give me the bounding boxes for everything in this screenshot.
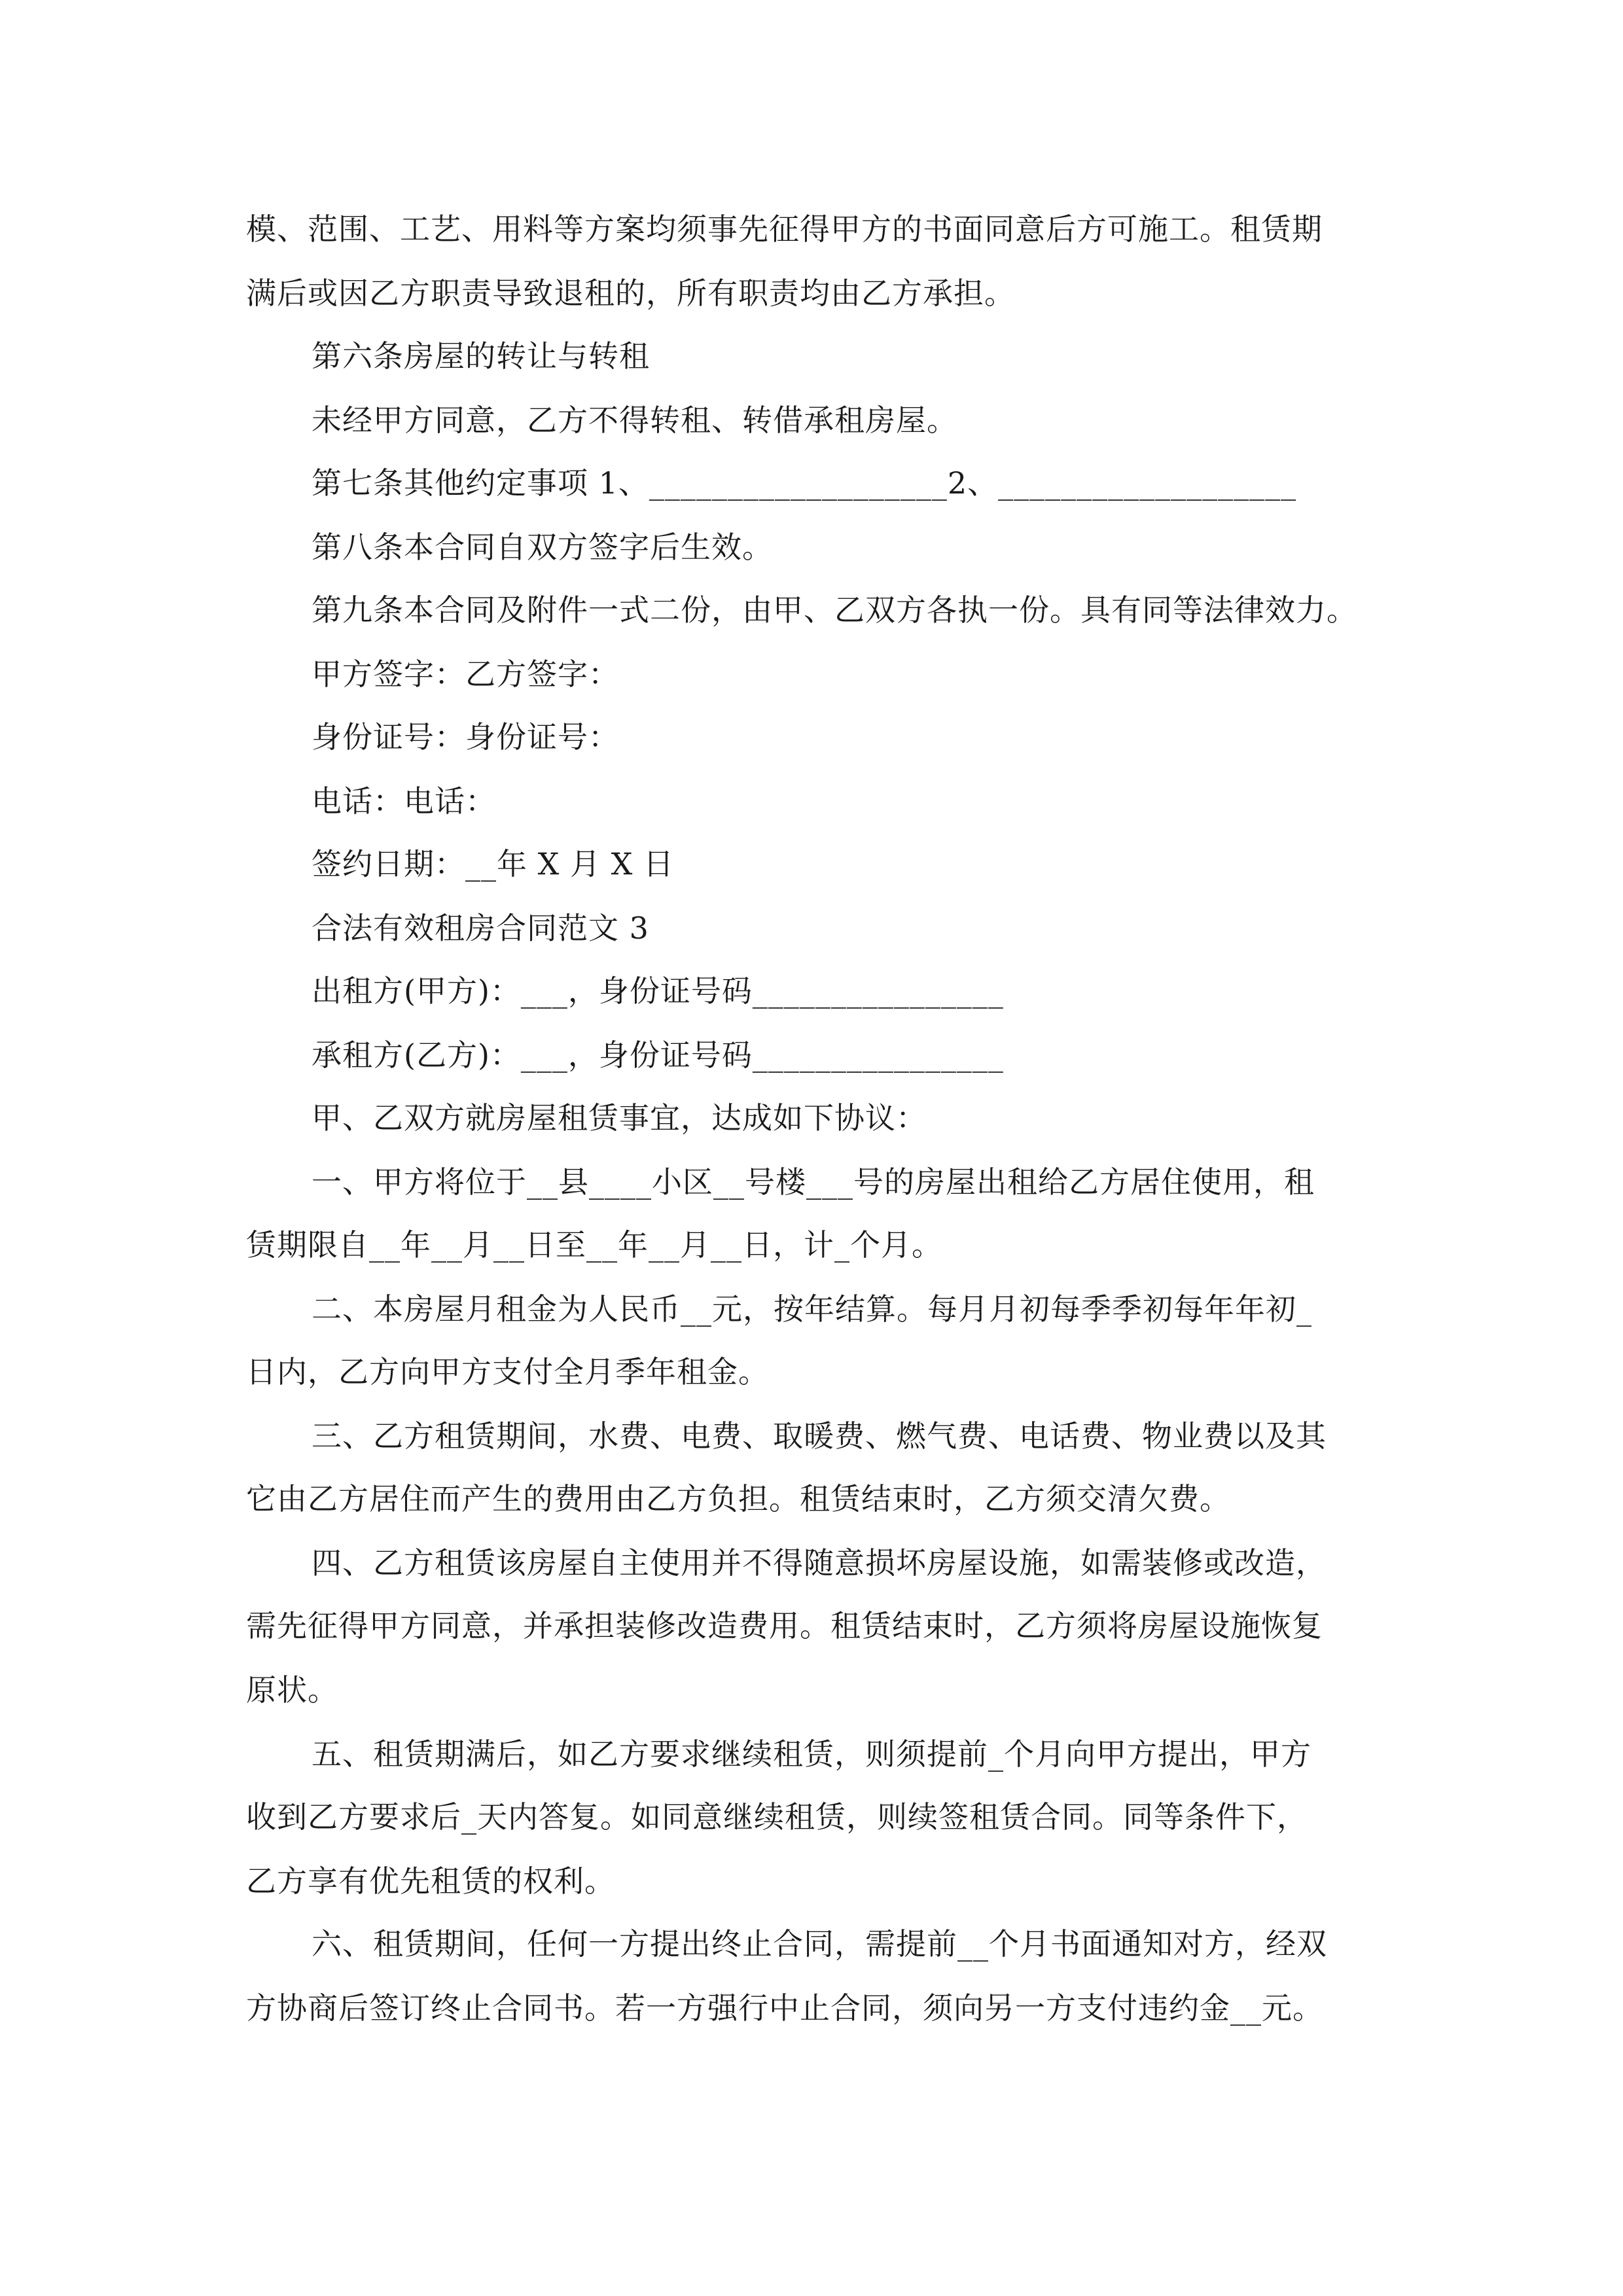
paragraph-line: 三、乙方租赁期间，水费、电费、取暖费、燃气费、电话费、物业费以及其 <box>312 1418 1327 1454</box>
id-line: 身份证号：身份证号： <box>312 719 619 755</box>
paragraph-line: 收到乙方要求后_天内答复。如同意继续租赁，则续签租赁合同。同等条件下， <box>246 1799 1308 1835</box>
lessee-line: 承租方(乙方)：___，身份证号码________________ <box>312 1037 1004 1073</box>
paragraph-line: 四、乙方租赁该房屋自主使用并不得随意损坏房屋设施，如需装修或改造， <box>312 1545 1327 1581</box>
clause-line: 第七条其他约定事项 1、___________________2、___________________ <box>312 465 1297 501</box>
paragraph-line: 日内，乙方向甲方支付全月季年租金。 <box>246 1354 769 1390</box>
paragraph-line: 六、租赁期间，任何一方提出终止合同，需提前__个月书面通知对方，经双 <box>312 1926 1327 1962</box>
paragraph-line: 甲、乙双方就房屋租赁事宜，达成如下协议： <box>312 1100 927 1136</box>
signature-line: 甲方签字：乙方签字： <box>312 656 619 692</box>
paragraph-line: 满后或因乙方职责导致退租的，所有职责均由乙方承担。 <box>246 276 1015 311</box>
clause-heading: 第六条房屋的转让与转租 <box>312 338 650 374</box>
paragraph-line: 方协商后签订终止合同书。若一方强行中止合同，须向另一方支付违约金__元。 <box>246 1990 1323 2026</box>
paragraph-line: 模、范围、工艺、用料等方案均须事先征得甲方的书面同意后方可施工。租赁期 <box>246 211 1323 247</box>
phone-line: 电话：电话： <box>312 783 496 819</box>
paragraph-line: 一、甲方将位于__县____小区__号楼___号的房屋出租给乙方居住使用，租 <box>312 1164 1315 1200</box>
paragraph-line: 二、本房屋月租金为人民币__元，按年结算。每月月初每季季初每年年初_ <box>312 1291 1312 1327</box>
paragraph-line: 赁期限自__年__月__日至__年__月__日，计_个月。 <box>246 1227 942 1263</box>
paragraph-line: 五、租赁期满后，如乙方要求继续租赁，则须提前_个月向甲方提出，甲方 <box>312 1736 1311 1772</box>
section-title: 合法有效租房合同范文 3 <box>312 910 649 946</box>
paragraph-line: 乙方享有优先租赁的权利。 <box>246 1863 615 1899</box>
paragraph-line: 它由乙方居住而产生的费用由乙方负担。租赁结束时，乙方须交清欠费。 <box>246 1481 1230 1516</box>
paragraph-line: 未经甲方同意，乙方不得转租、转借承租房屋。 <box>312 403 957 438</box>
clause-line: 第九条本合同及附件一式二份，由甲、乙双方各执一份。具有同等法律效力。 <box>312 592 1357 628</box>
clause-line: 第八条本合同自双方签字后生效。 <box>312 529 773 565</box>
lessor-line: 出租方(甲方)：___，身份证号码________________ <box>312 973 1004 1009</box>
paragraph-line: 需先征得甲方同意，并承担装修改造费用。租赁结束时，乙方须将房屋设施恢复 <box>246 1608 1323 1643</box>
paragraph-line: 原状。 <box>246 1672 338 1708</box>
date-line: 签约日期：__年 X 月 X 日 <box>312 846 674 882</box>
